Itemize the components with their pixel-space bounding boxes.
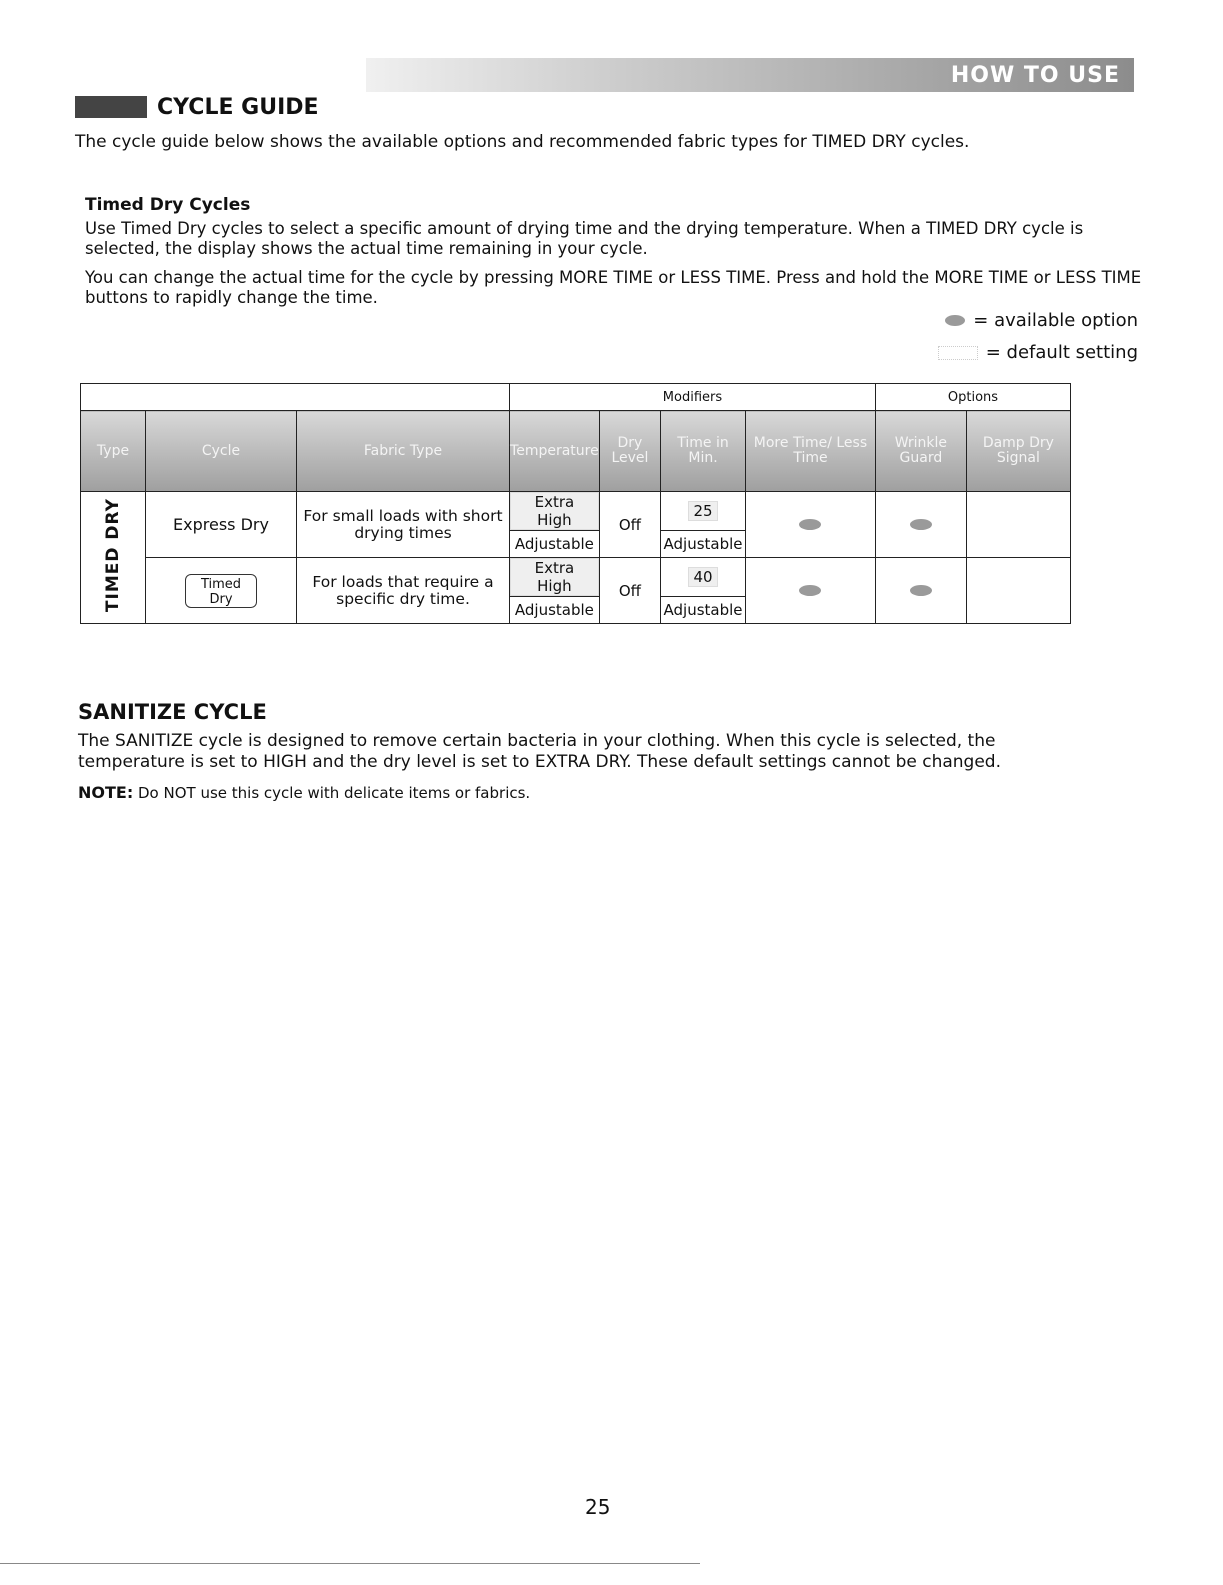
heading-bar bbox=[75, 96, 147, 118]
sanitize-text: The SANITIZE cycle is designed to remove certain bacteria in your clothing. When this cycle is selected, the temperature is set to HIGH and the dry level is set to EXTRA DRY. These default settings cannot be changed. bbox=[78, 731, 1001, 772]
cycle-express-dry: Express Dry bbox=[146, 492, 297, 558]
default-box-icon bbox=[938, 346, 978, 360]
note-label: NOTE: bbox=[78, 783, 134, 802]
available-dot-icon bbox=[910, 519, 932, 530]
table-row bbox=[81, 492, 1071, 531]
available-dot-icon bbox=[799, 585, 821, 596]
temp-default-cell bbox=[510, 492, 600, 531]
page-number: 25 bbox=[585, 1495, 611, 1519]
header-dry-level: Dry Level bbox=[599, 411, 660, 492]
type-cell bbox=[81, 492, 146, 624]
temp-default: Extra High bbox=[510, 492, 599, 530]
note-text: Do NOT use this cycle with delicate items or fabrics. bbox=[133, 784, 531, 802]
time-default: 25 bbox=[688, 501, 717, 521]
header-damp-dry: Damp Dry Signal bbox=[966, 411, 1070, 492]
more-less-time-cell bbox=[745, 558, 875, 624]
available-dot-icon bbox=[799, 519, 821, 530]
type-label: TIMED DRY bbox=[103, 498, 123, 613]
temp-adjustable: Adjustable bbox=[510, 531, 600, 558]
timed-dry-para-2: You can change the actual time for the cycle by pressing MORE TIME or LESS TIME. Press and hold the MORE TIME or LESS TIME buttons to rapidly change the time. bbox=[85, 268, 1142, 307]
intro-text: The cycle guide below shows the available options and recommended fabric types for TIMED DRY cycles. bbox=[75, 132, 970, 152]
table-row bbox=[81, 558, 1071, 597]
header-more-less-time: More Time/ Less Time bbox=[745, 411, 875, 492]
group-blank bbox=[81, 384, 510, 411]
damp-dry-cell bbox=[966, 492, 1070, 558]
timed-dry-button-icon bbox=[185, 574, 257, 608]
time-default-cell bbox=[661, 558, 746, 597]
damp-dry-cell bbox=[966, 558, 1070, 624]
time-default-cell bbox=[661, 492, 746, 531]
more-less-time-cell bbox=[745, 492, 875, 558]
legend-available bbox=[945, 310, 1138, 331]
header-wrinkle-guard: Wrinkle Guard bbox=[875, 411, 966, 492]
header-fabric: Fabric Type bbox=[297, 411, 510, 492]
wrinkle-guard-cell bbox=[875, 492, 966, 558]
header-type: Type bbox=[81, 411, 146, 492]
cycle-timed-dry bbox=[146, 558, 297, 624]
btn-line-2: Dry bbox=[209, 591, 233, 607]
fabric-express-dry: For small loads with short drying times bbox=[297, 492, 510, 558]
cycle-guide-table bbox=[80, 383, 1071, 624]
header-cycle: Cycle bbox=[146, 411, 297, 492]
section-title: CYCLE GUIDE bbox=[157, 94, 319, 120]
sanitize-note bbox=[78, 783, 530, 802]
temp-default-cell bbox=[510, 558, 600, 597]
group-modifiers: Modifiers bbox=[510, 384, 876, 411]
time-adjustable: Adjustable bbox=[661, 531, 746, 558]
group-options: Options bbox=[875, 384, 1070, 411]
timed-dry-para-1: Use Timed Dry cycles to select a specific amount of drying time and the drying temperature. When a TIMED DRY cycle is selected, the display shows the actual time remaining in your cycle. bbox=[85, 219, 1084, 258]
timed-dry-title: Timed Dry Cycles bbox=[85, 195, 251, 215]
sanitize-title: SANITIZE CYCLE bbox=[78, 700, 267, 724]
fabric-timed-dry: For loads that require a specific dry time. bbox=[297, 558, 510, 624]
table-group-row bbox=[81, 384, 1071, 411]
available-dot-icon bbox=[945, 315, 965, 326]
header-banner bbox=[366, 58, 1134, 92]
temp-adjustable: Adjustable bbox=[510, 597, 600, 624]
wrinkle-guard-cell bbox=[875, 558, 966, 624]
legend-default bbox=[938, 342, 1138, 363]
banner-label: HOW TO USE bbox=[950, 63, 1120, 88]
available-dot-icon bbox=[910, 585, 932, 596]
table-header-row bbox=[81, 411, 1071, 492]
section-heading bbox=[75, 92, 319, 122]
btn-line-1: Timed bbox=[200, 576, 242, 592]
footer-rule bbox=[0, 1563, 700, 1564]
legend-available-text: = available option bbox=[973, 310, 1138, 331]
legend-default-text: = default setting bbox=[985, 342, 1138, 363]
header-temperature: Temperature bbox=[510, 411, 600, 492]
time-adjustable: Adjustable bbox=[661, 597, 746, 624]
dry-level: Off bbox=[599, 558, 660, 624]
header-time: Time in Min. bbox=[661, 411, 746, 492]
dry-level: Off bbox=[599, 492, 660, 558]
time-default: 40 bbox=[688, 567, 717, 587]
temp-default: Extra High bbox=[510, 558, 599, 596]
